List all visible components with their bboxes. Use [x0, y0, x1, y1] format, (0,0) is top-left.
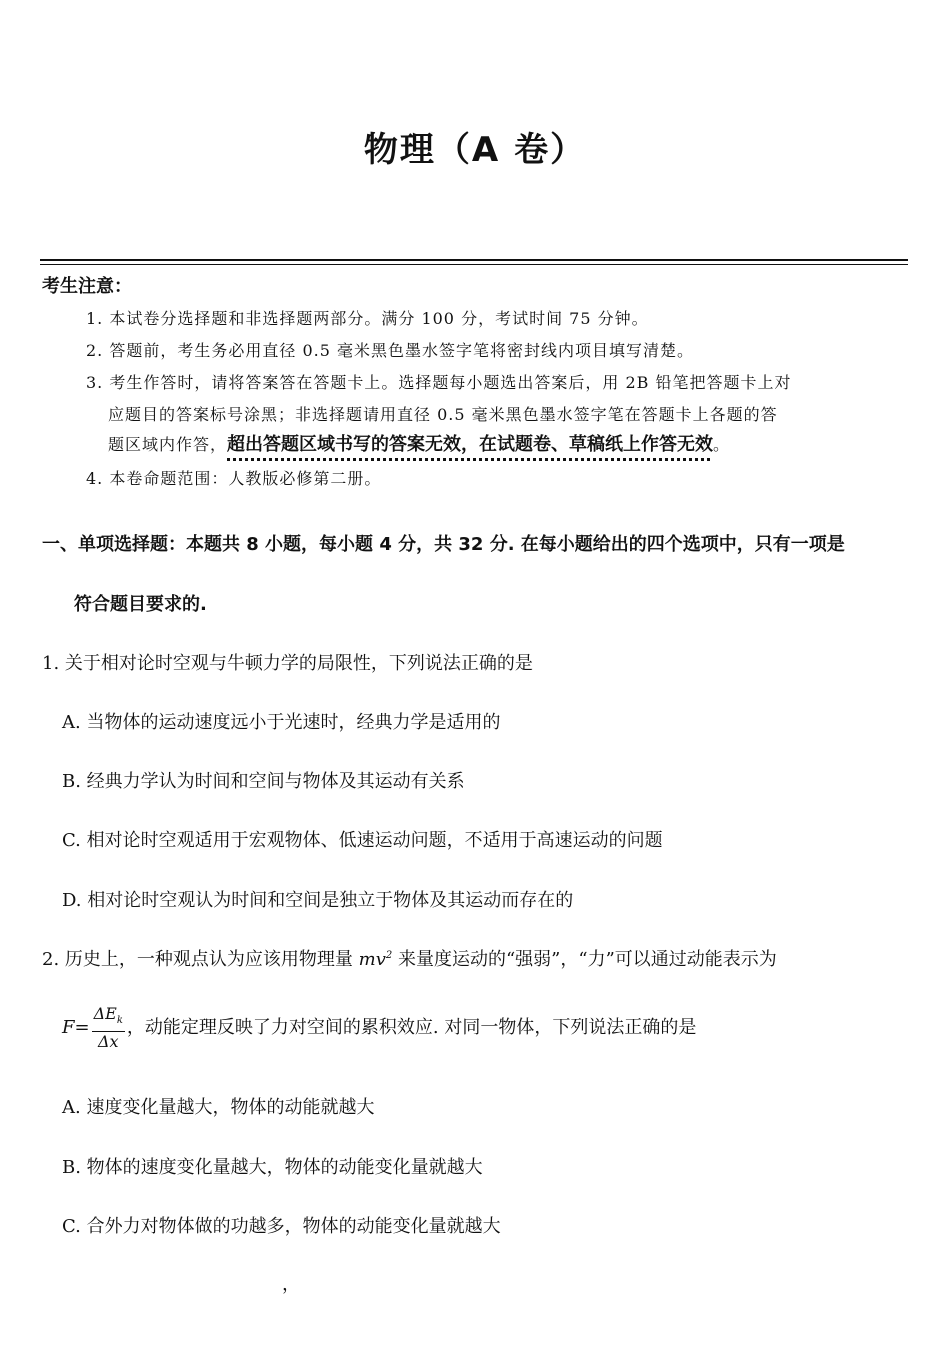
notice-heading: 考生注意：: [42, 276, 132, 297]
question-2-line-2-text: ，动能定理反映了力对空间的累积效应. 对同一物体，下列说法正确的是: [126, 1017, 697, 1039]
momentum-variable: [359, 949, 393, 970]
numerator-subscript: k: [116, 1015, 123, 1027]
page-title: 物理（A 卷）: [363, 130, 587, 170]
question-1-option-d: D. 相对论时空观认为时间和空间是独立于物体及其运动而存在的: [62, 890, 574, 911]
formula-denominator: Δx: [97, 1032, 119, 1052]
question-1-stem: 1. 关于相对论时空观与牛顿力学的局限性，下列说法正确的是: [42, 653, 533, 674]
var-exponent: 2: [385, 950, 393, 961]
notice-item-3-line-2: 应题目的答案标号涂黑；非选择题请用直径 0.5 毫米黑色墨水签字笔在答题卡上各题的答: [108, 405, 778, 424]
header-divider: [40, 259, 908, 261]
formula-fraction: [92, 1004, 125, 1052]
question-2-formula-line: [62, 1004, 696, 1052]
notice-item-4: 4. 本卷命题范围：人教版必修第二册。: [86, 469, 382, 488]
stray-mark: ，: [282, 1274, 300, 1295]
notice-item-1: 1. 本试卷分选择题和非选择题两部分。满分 100 分，考试时间 75 分钟。: [86, 309, 649, 328]
notice-item-3-prefix: 题区域内作答，: [108, 435, 228, 454]
var-mv: mv: [358, 949, 386, 970]
notice-emphasis: 超出答题区域书写的答案无效，在试题卷、草稿纸上作答无效: [227, 434, 714, 455]
question-2-stem-prefix: 2. 历史上，一种观点认为应该用物理量: [42, 949, 359, 970]
numerator-text: ΔE: [93, 1004, 117, 1023]
header-divider-thin: [40, 264, 908, 265]
notice-item-2: 2. 答题前，考生务必用直径 0.5 毫米黑色墨水签字笔将密封线内项目填写清楚。: [86, 341, 694, 360]
notice-item-3-line-1: 3. 考生作答时，请将答案答在答题卡上。选择题每小题选出答案后，用 2B 铅笔把答题卡上对: [86, 373, 792, 392]
section-heading-line-1: 一、单项选择题：本题共 8 小题，每小题 4 分，共 32 分. 在每小题给出的四个选项中，只有一项是: [42, 534, 845, 555]
question-1-option-b: B. 经典力学认为时间和空间与物体及其运动有关系: [62, 771, 465, 792]
notice-item-3-suffix: 。: [713, 435, 731, 454]
question-2-option-a: A. 速度变化量越大，物体的动能就越大: [62, 1097, 375, 1118]
question-2-stem-suffix: 来量度运动的“强弱”，“力”可以通过动能表示为: [392, 949, 777, 970]
question-2-option-c: C. 合外力对物体做的功越多，物体的动能变化量就越大: [62, 1216, 501, 1237]
notice-item-3-line-3: [108, 430, 730, 456]
section-heading-line-2: 符合题目要求的.: [74, 594, 207, 615]
question-2-option-b: B. 物体的速度变化量越大，物体的动能变化量就越大: [62, 1157, 483, 1178]
question-2-stem: [42, 945, 777, 971]
question-1-option-c: C. 相对论时空观适用于宏观物体、低速运动问题，不适用于高速运动的问题: [62, 830, 663, 851]
question-1-option-a: A. 当物体的运动速度远小于光速时，经典力学是适用的: [62, 712, 501, 733]
formula-lhs: F=: [62, 1017, 90, 1039]
formula-numerator: [92, 1004, 125, 1032]
